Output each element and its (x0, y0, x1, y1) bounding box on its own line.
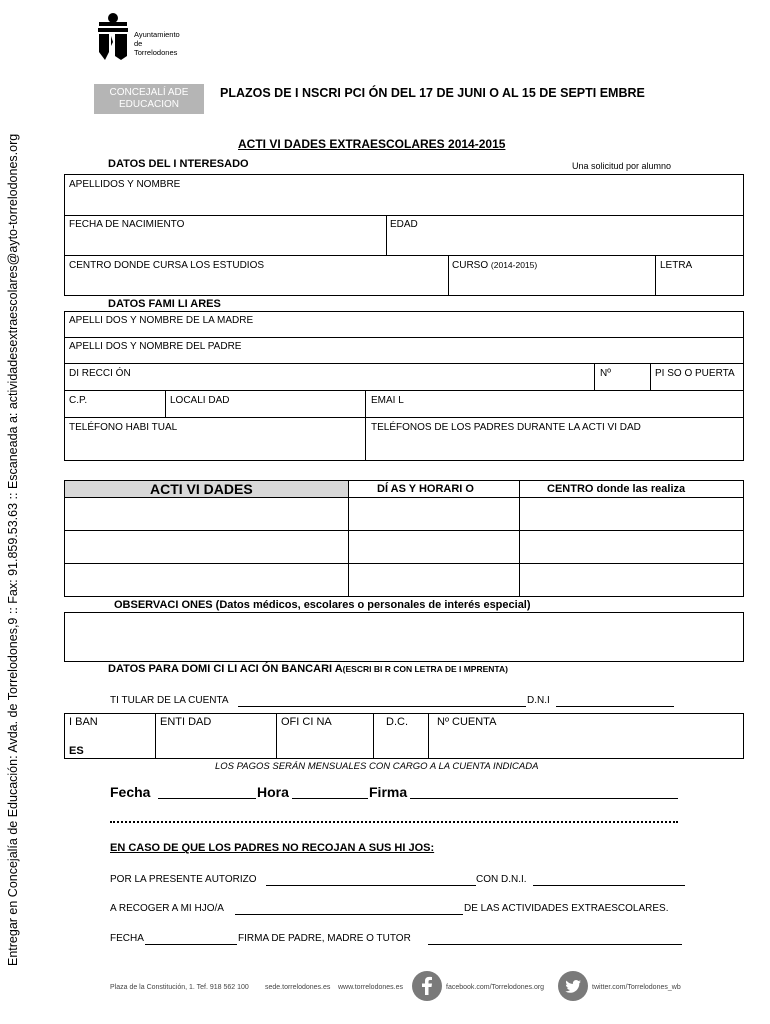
holder-dni-label: D.N.I (527, 695, 550, 706)
footer-address: Plaza de la Constitución, 1. Tef. 918 562 100 (110, 984, 249, 991)
bank-heading-note: (ESCRI BI R CON LETRA DE I MPRENTA) (342, 664, 508, 674)
interesado-form (64, 174, 744, 296)
signature-time-label: Hora (257, 784, 289, 800)
number-field[interactable]: Nº (600, 368, 611, 379)
account-holder-label: TI TULAR DE LA CUENTA (110, 695, 229, 706)
cut-line (110, 821, 678, 823)
twitter-icon[interactable] (558, 971, 588, 1001)
bank-heading (108, 663, 508, 675)
pickup-date-label: FECHA (110, 933, 144, 944)
authorized-dni-field[interactable] (533, 875, 685, 886)
section-familiares-heading: DATOS FAMI LI ARES (108, 298, 221, 310)
course-field[interactable] (452, 260, 537, 271)
address-field[interactable]: DI RECCI ÓN (69, 368, 131, 379)
birthdate-field[interactable]: FECHA DE NACIMIENTO (69, 219, 185, 230)
footer-sede: sede.torrelodones.es (265, 984, 331, 991)
course-label: CURSO (452, 260, 489, 271)
entity-field[interactable]: ENTI DAD (160, 716, 212, 728)
iban-country-code: ES (69, 745, 84, 757)
footer-web: www.torrelodones.es (338, 984, 403, 991)
signature-date-label: Fecha (110, 784, 151, 800)
side-delivery-info: Entregar en Concejalía de Educación: Avda. de Torrelodones,9 :: Fax: 91.859.53.63 :: Escaneada a: actividadesextraescolares@ayto-torrelodones.org (6, 133, 20, 966)
col-center: CENTRO donde las realiza (547, 483, 686, 495)
pickup-activities-label: DE LAS ACTIVIDADES EXTRAESCOLARES. (464, 903, 669, 914)
pickup-heading: EN CASO DE QUE LOS PADRES NO RECOJAN A SUS HI JOS: (110, 842, 435, 854)
activity-row-1[interactable] (65, 498, 743, 530)
account-holder-field[interactable] (238, 696, 526, 707)
observations-field[interactable] (64, 612, 744, 662)
familiares-form (64, 311, 744, 461)
iban-field[interactable]: I BAN (69, 716, 98, 728)
pickup-date-field[interactable] (145, 934, 237, 945)
account-number-field[interactable]: Nº CUENTA (437, 716, 497, 728)
pickup-child-field[interactable] (235, 904, 463, 915)
dc-field[interactable]: D.C. (386, 716, 408, 728)
col-schedule: DÍ AS Y HORARI O (377, 483, 474, 495)
activity-row-3[interactable] (65, 564, 743, 596)
course-year: (2014-2015) (490, 260, 538, 270)
signature-label: Firma (369, 784, 408, 800)
postal-code-field[interactable]: C.P. (69, 395, 88, 406)
phone-field[interactable]: TELÉFONO HABI TUAL (69, 422, 178, 433)
office-field[interactable]: OFI CI NA (281, 716, 332, 728)
parent-signature-label: FIRMA DE PADRE, MADRE O TUTOR (238, 933, 411, 944)
name-field[interactable]: APELLIDOS Y NOMBRE (69, 179, 181, 190)
signature-field[interactable] (410, 787, 678, 799)
parent-signature-field[interactable] (428, 934, 682, 945)
letter-field[interactable]: LETRA (660, 260, 693, 271)
signature-date-field[interactable] (158, 787, 256, 799)
father-name-field[interactable]: APELLI DOS Y NOMBRE DEL PADRE (69, 341, 242, 352)
town-field[interactable]: LOCALI DAD (170, 395, 230, 406)
holder-dni-field[interactable] (556, 696, 674, 707)
page-title: ACTI VI DADES EXTRAESCOLARES 2014-2015 (238, 137, 506, 151)
floor-field[interactable]: PI SO O PUERTA (655, 368, 735, 379)
authorized-dni-label: CON D.N.I. (476, 874, 527, 885)
section-interesado-heading: DATOS DEL I NTERESADO (108, 158, 249, 170)
authorize-label: POR LA PRESENTE AUTORIZO (110, 874, 257, 885)
bank-heading-text: DATOS PARA DOMI CI LI ACI ÓN BANCARI A (108, 663, 343, 675)
facebook-icon[interactable] (412, 971, 442, 1001)
age-field[interactable]: EDAD (390, 219, 418, 230)
deadline-text: PLAZOS DE I NSCRI PCI ÓN DEL 17 DE JUNI O AL 15 DE SEPTI EMBRE (220, 86, 645, 100)
school-field[interactable]: CENTRO DONDE CURSA LOS ESTUDIOS (69, 260, 265, 271)
activity-phones-field[interactable]: TELÉFONOS DE LOS PADRES DURANTE LA ACTI VI DAD (371, 422, 641, 433)
col-activities: ACTI VI DADES (150, 481, 253, 497)
payment-note: LOS PAGOS SERÁN MENSUALES CON CARGO A LA CUENTA INDICADA (215, 761, 539, 772)
one-request-note: Una solicitud por alumno (572, 161, 672, 171)
email-field[interactable]: EMAI L (371, 395, 404, 406)
footer-twitter: twitter.com/Torrelodones_wb (592, 984, 681, 991)
org-name: Ayuntamiento de Torrelodones (134, 30, 180, 57)
dept-badge-text: CONCEJALÍ ADE EDUCACION (109, 87, 189, 110)
crest-logo (95, 12, 131, 62)
mother-name-field[interactable]: APELLI DOS Y NOMBRE DE LA MADRE (69, 315, 254, 326)
authorized-person-field[interactable] (266, 875, 476, 886)
signature-time-field[interactable] (292, 787, 368, 799)
observations-heading: OBSERVACI ONES (Datos médicos, escolares o personales de interés especial) (114, 599, 531, 611)
footer-facebook: facebook.com/Torrelodones.org (446, 984, 545, 991)
activity-row-2[interactable] (65, 531, 743, 563)
pickup-child-label: A RECOGER A MI HJO/A (110, 903, 224, 914)
